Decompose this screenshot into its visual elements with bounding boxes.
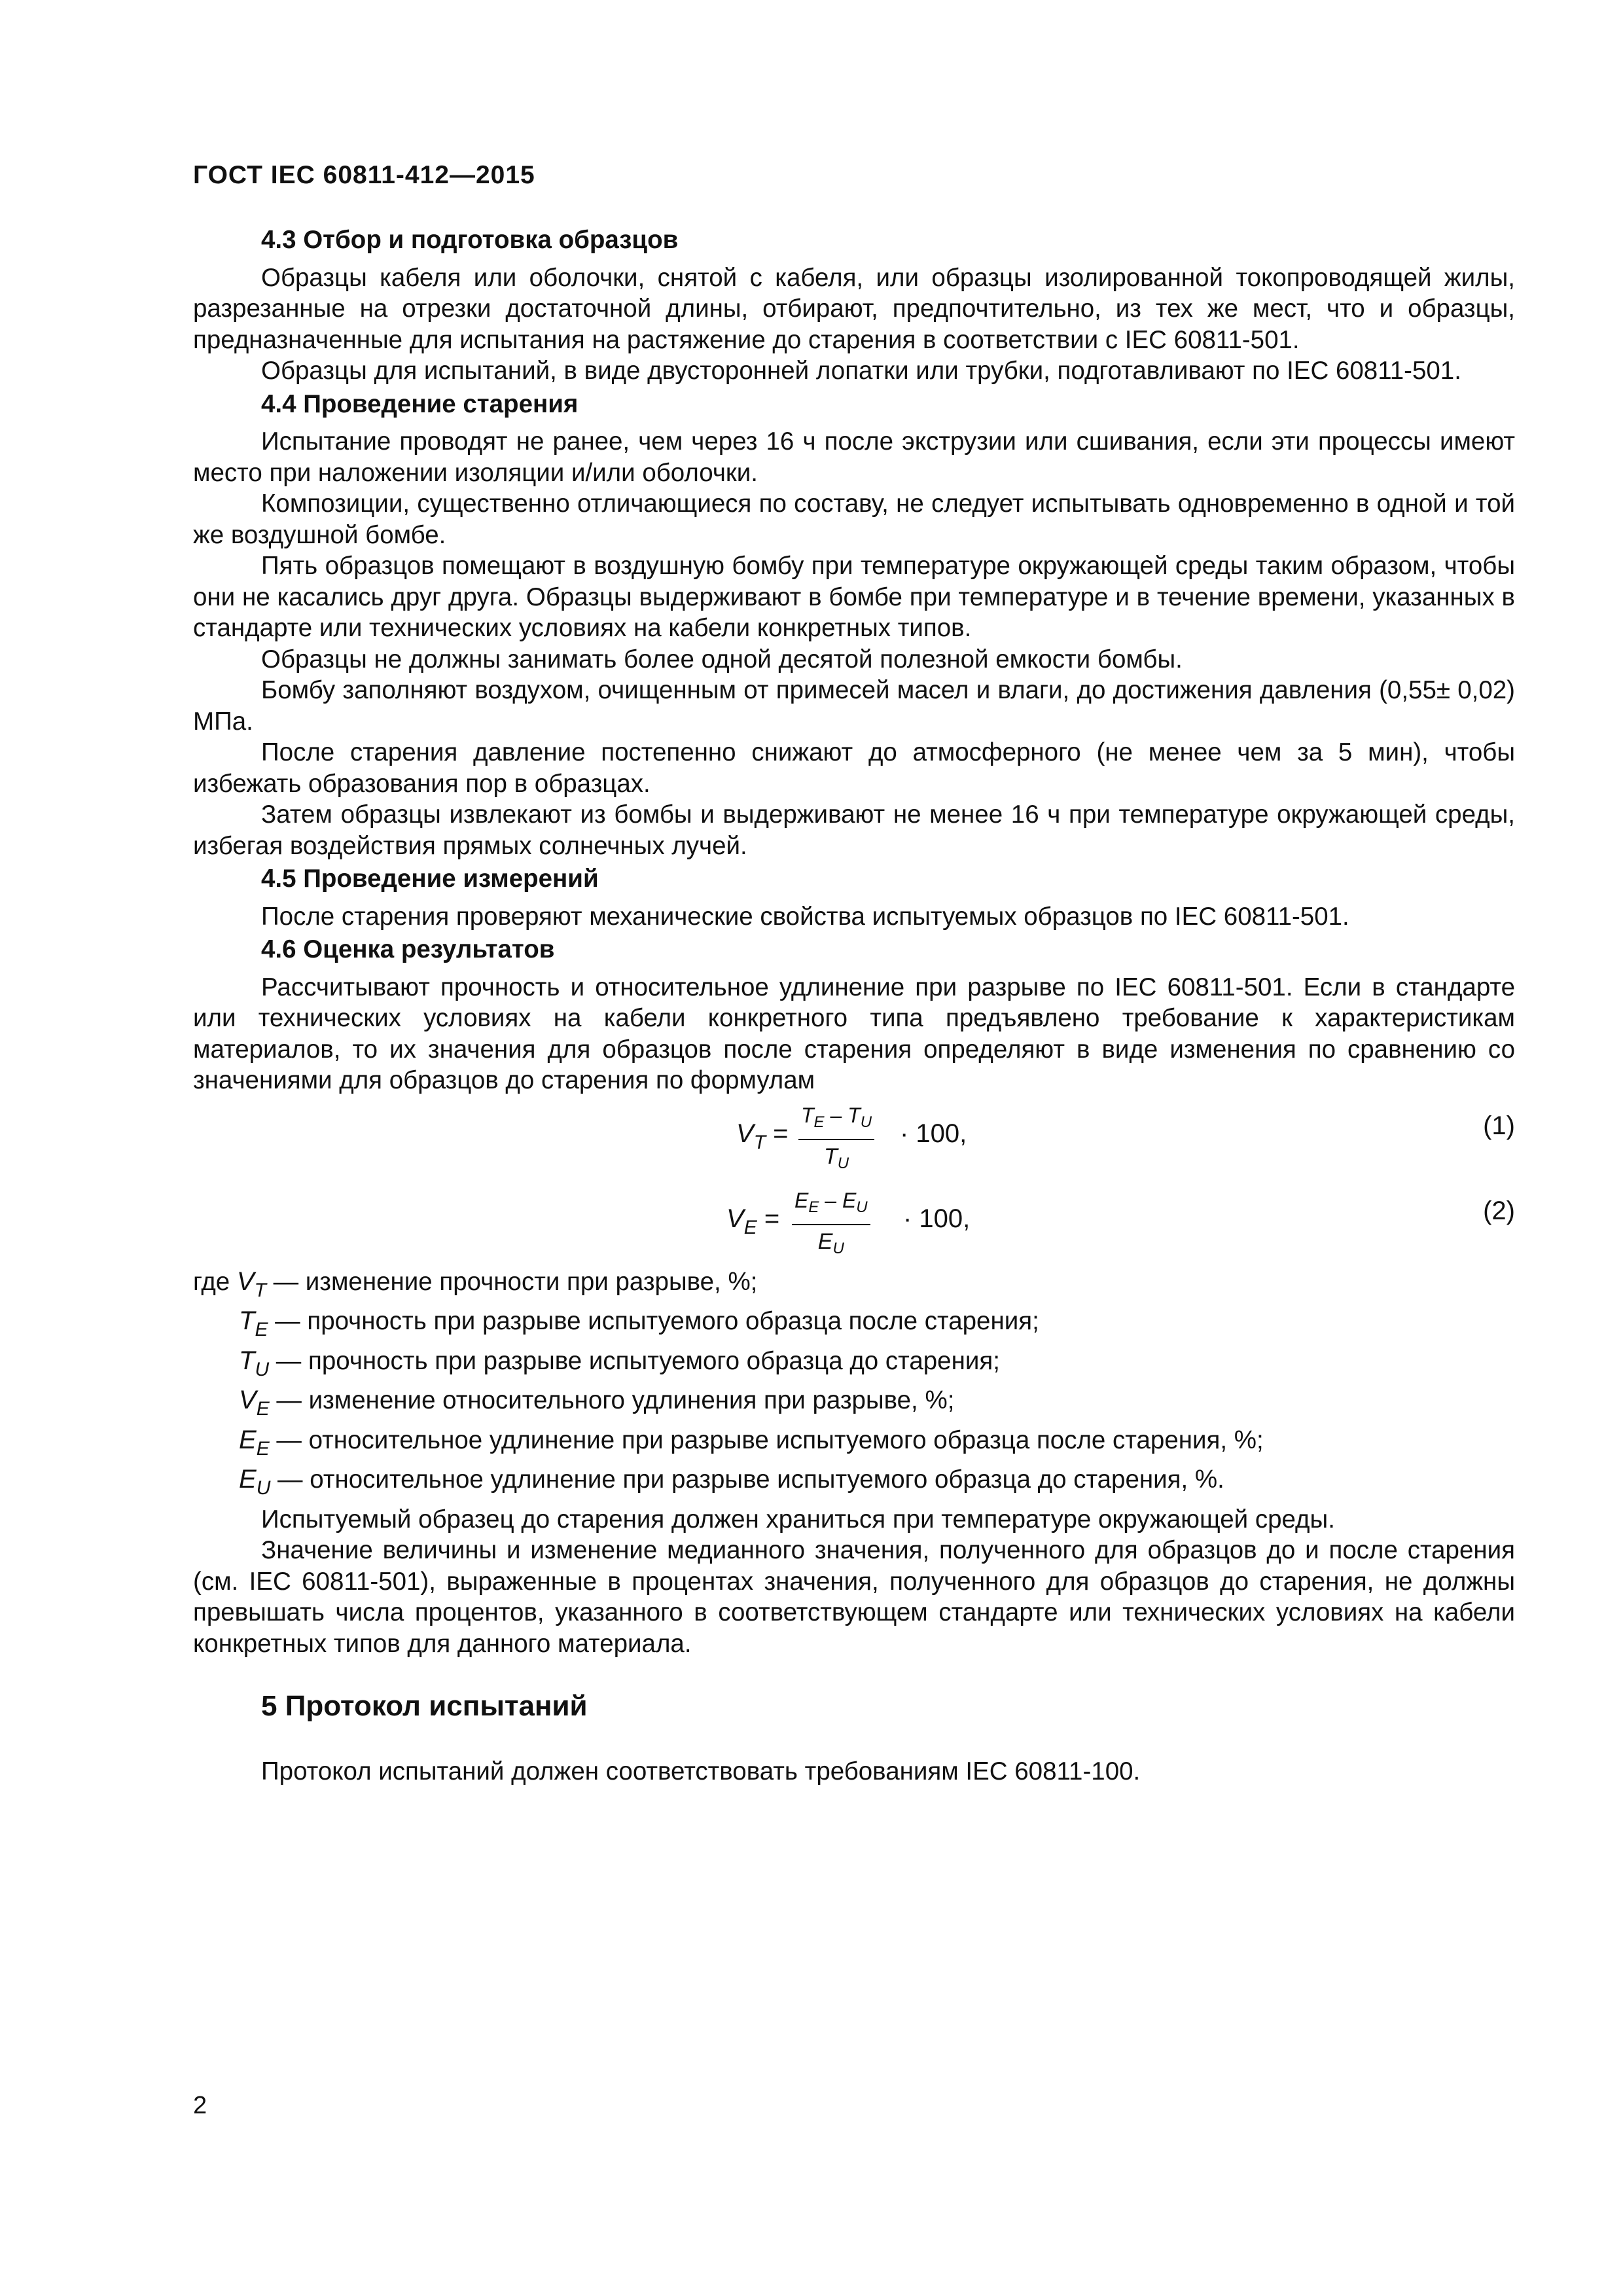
legend-item: $E_U$ — относительное удлинение при разрыве испытуемого образца до старения, %.	[239, 1465, 1224, 1499]
paragraph: Затем образцы извлекают из бомбы и выдерживают не менее 16 ч при температуре окружающей среды, избегая воздействия прямых солнечных лучей.	[193, 800, 1515, 860]
formula-fraction: $\frac{E_E - E_U}{E_U}$	[792, 1185, 870, 1265]
formula-fraction: $\frac{T_E - T_U}{T_U}$	[798, 1100, 874, 1179]
paragraph: Пять образцов помещают в воздушную бомбу при температуре окружающей среды таким образом, чтобы они не касались друг друга. Образцы выдерживают в бомбе при температуре и в течение времени, указанных в стандарте или технических условиях на кабели конкретных типов.	[193, 552, 1515, 642]
legend-item: $T_U$ — прочность при разрыве испытуемого образца до старения;	[239, 1346, 1000, 1380]
formula-factor: · 100,	[903, 1204, 971, 1233]
paragraph: Образцы не должны занимать более одной десятой полезной емкости бомбы.	[261, 645, 1183, 673]
legend-item: $T_E$ — прочность при разрыве испытуемого образца после старения;	[239, 1306, 1039, 1340]
section-4-6-title: 4.6 Оценка результатов	[261, 935, 555, 963]
section-4-5-title: 4.5 Проведение измерений	[261, 865, 599, 893]
paragraph: Рассчитывают прочность и относительное удлинение при разрыве по IEC 60811-501. Если в стандарте или технических условиях на кабели конкретного типа предъявлено требование к характеристикам материалов, то их значения для образцов после старения определяют в виде изменения по сравнению со значениями для образцов до старения по формулам	[193, 973, 1515, 1094]
formula-lhs: $V_E$ =	[726, 1204, 780, 1238]
equation-number: (1)	[1483, 1111, 1515, 1140]
paragraph: Протокол испытаний должен соответствовать требованиям IEC 60811-100.	[261, 1757, 1141, 1785]
paragraph: Испытание проводят не ранее, чем через 16 ч после экструзии или сшивания, если эти процессы имеют место при наложении изоляции и/или оболочки.	[193, 427, 1515, 487]
legend-item: $V_E$ — изменение относительного удлинения при разрыве, %;	[239, 1386, 955, 1420]
section-5-title: 5 Протокол испытаний	[261, 1690, 588, 1722]
formula-1	[193, 1096, 1515, 1181]
page-number: 2	[193, 2092, 207, 2119]
formula-lhs: $V_T$ =	[736, 1119, 789, 1153]
paragraph: Композиции, существенно отличающиеся по составу, не следует испытывать одновременно в одной и той же воздушной бомбе.	[193, 490, 1515, 549]
formula-factor: · 100,	[900, 1119, 967, 1148]
section-4-4-title: 4.4 Проведение старения	[261, 389, 579, 418]
formula-legend	[193, 1266, 1515, 1504]
legend-item: где $V_T$ — изменение прочности при разрыве, %;	[193, 1266, 758, 1301]
paragraph: Испытуемый образец до старения должен храниться при температуре окружающей среды.	[261, 1505, 1335, 1534]
paragraph: Образцы кабеля или оболочки, снятой с кабеля, или образцы изолированной токопроводящей жилы, разрезанные на отрезки достаточной длины, отбирают, предпочтительно, из тех же мест, что и образцы, предназначенные для испытания на растяжение до старения в соответствии с IEC 60811-501.	[193, 263, 1515, 354]
paragraph: После старения проверяют механические свойства испытуемых образцов по IEC 60811-501.	[261, 902, 1349, 931]
paragraph: Бомбу заполняют воздухом, очищенным от примесей масел и влаги, до достижения давления (0,55± 0,02) МПа.	[193, 676, 1515, 736]
legend-item: $E_E$ — относительное удлинение при разрыве испытуемого образца после старения, %;	[239, 1425, 1264, 1460]
paragraph: Образцы для испытаний, в виде двусторонней лопатки или трубки, подготавливают по IEC 60811-501.	[261, 357, 1461, 385]
equation-number: (2)	[1483, 1196, 1515, 1225]
paragraph: Значение величины и изменение медианного значения, полученного для образцов до и после старения (см. IEC 60811-501), выраженные в процентах значения, полученного для образцов до старения, не должны превышать числа процентов, указанного в соответствующем стандарте или технических условиях на кабели конкретных типов для данного материала.	[193, 1536, 1515, 1658]
document-body	[193, 223, 1515, 1787]
section-4-3-title: 4.3 Отбор и подготовка образцов	[261, 226, 679, 254]
document-header: ГОСТ IEC 60811-412—2015	[193, 161, 535, 189]
formula-2	[193, 1181, 1515, 1266]
paragraph: После старения давление постепенно снижают до атмосферного (не менее чем за 5 мин), чтобы избежать образования пор в образцах.	[193, 738, 1515, 798]
